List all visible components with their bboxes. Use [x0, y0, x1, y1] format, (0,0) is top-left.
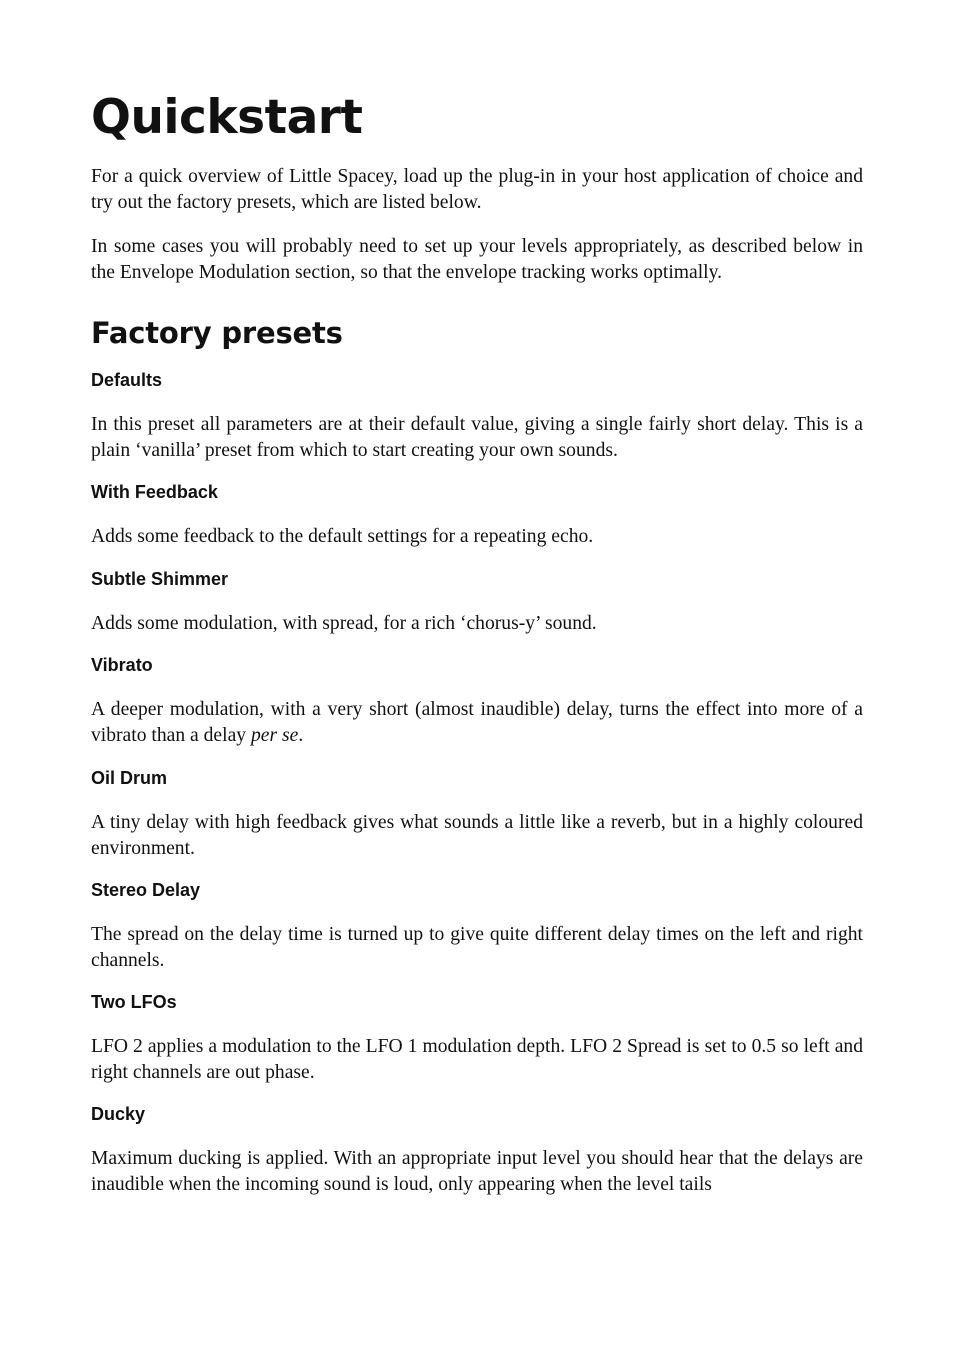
preset-heading-subtle-shimmer: Subtle Shimmer — [91, 569, 229, 589]
preset-description-two-lfos: LFO 2 applies a modulation to the LFO 1 modulation depth. LFO 2 Spread is set to 0.5 so left and right channels are out phase. — [91, 1036, 863, 1083]
description-text: A deeper modulation, with a very short (almost inaudible) delay, turns the effect into more of a vibrato than a delay — [91, 699, 863, 746]
emphasis-text: per se — [250, 725, 299, 746]
preset-description-stereo-delay: The spread on the delay time is turned up to give quite different delay times on the left and right channels. — [91, 924, 863, 971]
preset-heading-ducky: Ducky — [91, 1104, 146, 1124]
description-text: . — [298, 725, 304, 746]
preset-heading-stereo-delay: Stereo Delay — [91, 880, 201, 900]
preset-heading-oil-drum: Oil Drum — [91, 768, 168, 788]
preset-description-ducky: Maximum ducking is applied. With an appropriate input level you should hear that the delays are inaudible when the incoming sound is loud, only appearing when the level tails — [91, 1148, 863, 1195]
section-title: Factory presets — [91, 316, 343, 350]
intro-paragraph: In some cases you will probably need to set up your levels appropriately, as described below in the Envelope Modulation section, so that the envelope tracking works optimally. — [91, 236, 863, 283]
preset-heading-with-feedback: With Feedback — [91, 482, 218, 502]
preset-description-subtle-shimmer: Adds some modulation, with spread, for a rich ‘chorus-y’ sound. — [91, 613, 597, 634]
preset-heading-defaults: Defaults — [91, 370, 163, 390]
preset-description-defaults: In this preset all parameters are at their default value, giving a single fairly short delay. This is a plain ‘vanilla’ preset from which to start creating your own sounds. — [91, 414, 863, 461]
preset-description-vibrato — [91, 697, 863, 749]
preset-heading-two-lfos: Two LFOs — [91, 992, 177, 1012]
preset-description-oil-drum: A tiny delay with high feedback gives what sounds a little like a reverb, but in a highly coloured environment. — [91, 812, 863, 859]
preset-description-with-feedback: Adds some feedback to the default settings for a repeating echo. — [91, 526, 594, 547]
page-title: Quickstart — [91, 90, 363, 145]
preset-heading-vibrato: Vibrato — [91, 655, 153, 675]
intro-paragraph: For a quick overview of Little Spacey, load up the plug-in in your host application of choice and try out the factory presets, which are listed below. — [91, 166, 863, 213]
